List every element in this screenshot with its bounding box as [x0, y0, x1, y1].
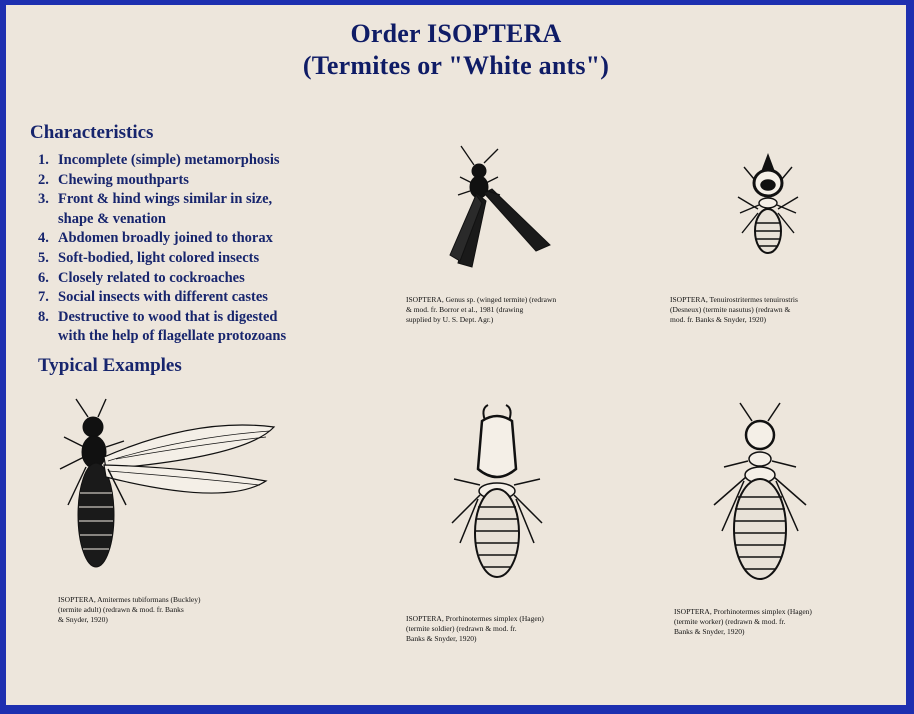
slide-subtitle: (Termites or "White ants")	[302, 51, 610, 80]
nasute-termite-illustration	[718, 153, 818, 263]
slide-title: Order ISOPTERA	[350, 19, 562, 48]
list-item: 7. Social insects with different castes	[38, 289, 268, 306]
figure-caption: ISOPTERA, Tenuirostritermes tenuirostris (Desneux) (termite nasutus) (redrawn & mod. fr. Banks & Snyder, 1920)	[670, 295, 798, 324]
characteristics-list	[38, 151, 286, 347]
list-item: 4. Abdomen broadly joined to thorax	[38, 230, 273, 247]
figure-caption: ISOPTERA, Prorhinotermes simplex (Hagen) (termite soldier) (redrawn & mod. fr. Banks & Snyder, 1920)	[406, 614, 544, 643]
examples-heading: Typical Examples	[38, 355, 182, 376]
list-item: 2. Chewing mouthparts	[38, 171, 189, 188]
list-item: 5. Soft-bodied, light colored insects	[38, 249, 260, 266]
list-item: 8. Destructive to wood that is digested with the help of flagellate protozoans	[38, 308, 287, 345]
winged-termite-illustration	[446, 143, 566, 273]
list-item: 6. Closely related to cockroaches	[38, 269, 245, 286]
soldier-termite-illustration	[442, 403, 562, 588]
figure-caption: ISOPTERA, Amitermes tubiformans (Buckley) (termite adult) (redrawn & mod. fr. Banks & Snyder, 1920)	[58, 595, 201, 624]
slide	[6, 5, 906, 705]
adult-termite-illustration	[46, 397, 286, 587]
list-item: 1. Incomplete (simple) metamorphosis	[38, 152, 280, 168]
characteristics-heading: Characteristics	[30, 122, 154, 143]
figure-caption: ISOPTERA, Genus sp. (winged termite) (redrawn & mod. fr. Borror et al., 1981 (drawing supplied by U. S. Dept. Agr.)	[406, 295, 557, 324]
figure-caption: ISOPTERA, Prorhinotermes simplex (Hagen) (termite worker) (redrawn & mod. fr. Banks & Snyder, 1920)	[674, 607, 812, 636]
worker-termite-illustration	[702, 401, 822, 591]
list-item: 3. Front & hind wings similar in size, shape & venation	[38, 191, 273, 227]
